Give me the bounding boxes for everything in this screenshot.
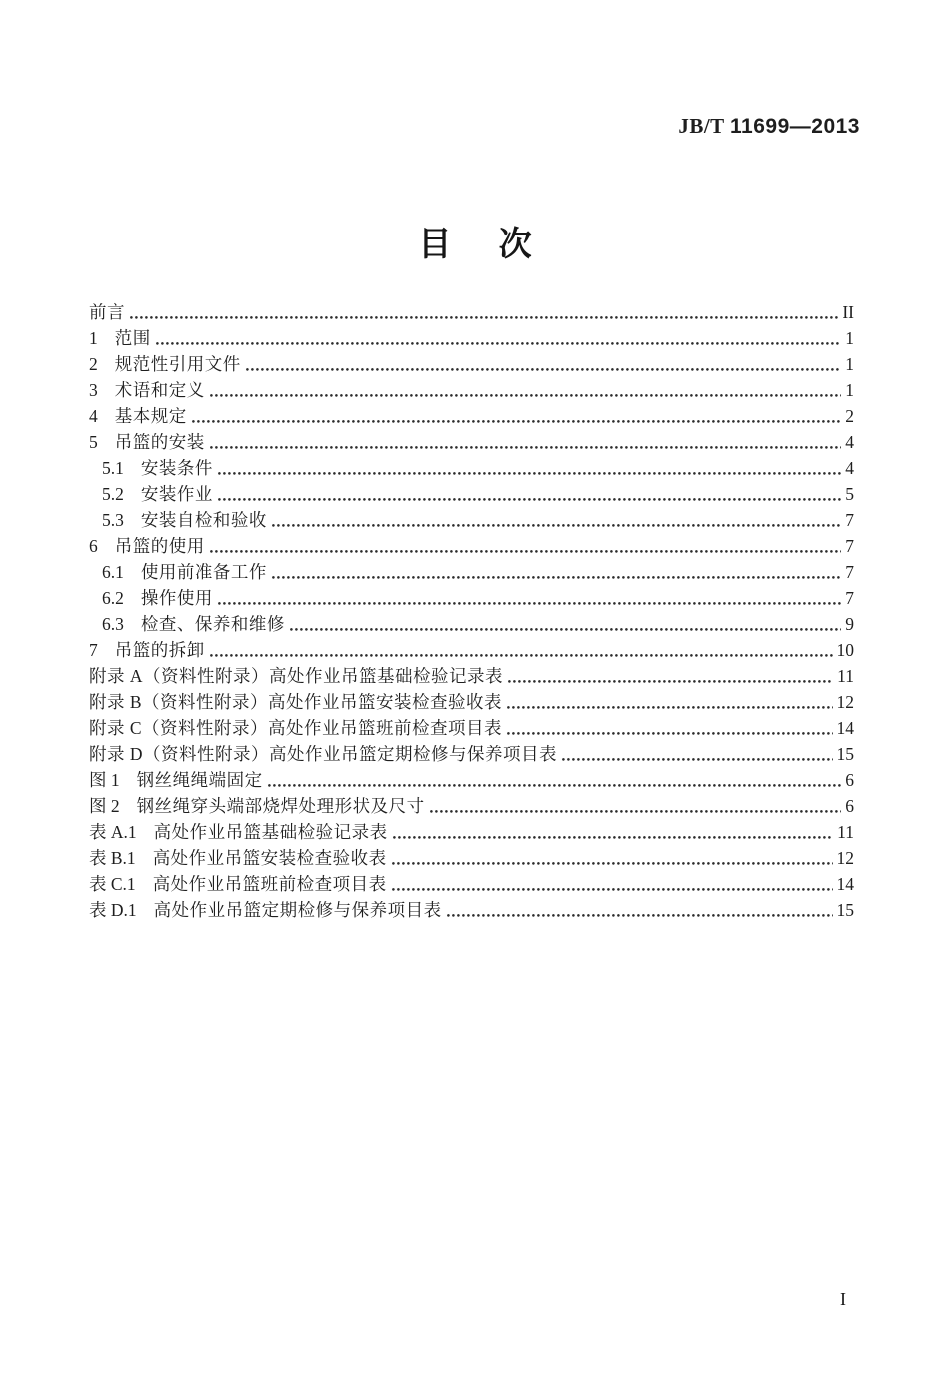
dot-leader [272, 524, 841, 527]
toc-entry [89, 325, 854, 351]
standard-code [678, 114, 860, 139]
toc-entry-title: 吊篮的安装 [114, 432, 205, 452]
toc-entry-title: 操作使用 [140, 588, 213, 608]
toc-entry-page-number: 15 [836, 744, 854, 764]
toc-entry-number: 5.2 [102, 484, 124, 504]
toc-entry-number: 6.3 [102, 614, 124, 634]
toc-entry-title: 检查、保养和维修 [140, 614, 285, 634]
toc-entry-number: 4 [89, 406, 98, 426]
dot-leader [210, 550, 842, 553]
dot-leader [392, 862, 833, 865]
dot-leader [156, 342, 842, 345]
toc-entry-number: 表 B.1 [89, 848, 136, 868]
toc-entry [89, 507, 854, 533]
toc-entry-title: 附录 B（资料性附录）高处作业吊篮安装检查验收表 [89, 692, 503, 712]
toc-entry-title: 高处作业吊篮定期检修与保养项目表 [153, 900, 442, 920]
toc-entry-title: 安装条件 [140, 458, 213, 478]
toc-entry-number: 3 [89, 380, 98, 400]
toc-entry [89, 455, 854, 481]
toc-entry-page-number: 12 [836, 692, 854, 712]
toc-entry [89, 819, 854, 845]
dot-leader [562, 758, 832, 761]
toc-entry-number: 5.1 [102, 458, 124, 478]
toc-entry-page-number: 11 [837, 666, 854, 686]
toc-entry [89, 481, 854, 507]
toc-entry-page-number: 7 [845, 588, 854, 608]
toc-entry-title: 附录 D（资料性附录）高处作业吊篮定期检修与保养项目表 [89, 744, 558, 764]
toc-entry [89, 871, 854, 897]
toc-entry [89, 715, 854, 741]
toc-entry-number: 6.2 [102, 588, 124, 608]
toc-entry-number: 表 A.1 [89, 822, 137, 842]
toc-entry-title: 吊篮的拆卸 [114, 640, 205, 660]
toc-entry-title: 吊篮的使用 [114, 536, 205, 556]
toc-entry-page-number: 10 [836, 640, 854, 660]
toc-entry-number: 5.3 [102, 510, 124, 530]
toc-entry-title: 钢丝绳绳端固定 [136, 770, 263, 790]
toc-entry-page-number: 7 [845, 536, 854, 556]
toc-entry [89, 689, 854, 715]
toc-entry-page-number: 6 [845, 770, 854, 790]
toc-entry-title: 规范性引用文件 [114, 354, 241, 374]
toc-entry-number: 5 [89, 432, 98, 452]
dot-leader [246, 368, 842, 371]
dot-leader [130, 316, 838, 319]
dot-leader [210, 394, 842, 397]
dot-leader [210, 654, 833, 657]
toc-entry-title: 安装自检和验收 [140, 510, 267, 530]
toc-entry-page-number: 7 [845, 510, 854, 530]
toc-entry-title: 高处作业吊篮基础检验记录表 [153, 822, 388, 842]
toc-entry [89, 845, 854, 871]
dot-leader [507, 706, 832, 709]
toc-entry-title: 高处作业吊篮班前检查项目表 [152, 874, 387, 894]
dot-leader [218, 472, 841, 475]
toc-entry [89, 793, 854, 819]
toc-entry-page-number: 4 [845, 432, 854, 452]
dot-leader [210, 446, 842, 449]
toc-entry [89, 299, 854, 325]
toc-entry [89, 533, 854, 559]
page-number: I [840, 1289, 846, 1309]
toc-entry-page-number: 14 [836, 718, 854, 738]
toc-entry [89, 637, 854, 663]
dot-leader [290, 628, 841, 631]
toc-entry [89, 741, 854, 767]
toc-entry-title: 钢丝绳穿头端部烧焊处理形状及尺寸 [136, 796, 425, 816]
toc-entry-number: 表 C.1 [89, 874, 136, 894]
toc-entry [89, 429, 854, 455]
standard-code-prefix: JB/T [678, 114, 725, 138]
dot-leader [272, 576, 841, 579]
toc-entry [89, 663, 854, 689]
dot-leader [393, 836, 834, 839]
toc-entry [89, 377, 854, 403]
toc-entry-title: 高处作业吊篮安装检查验收表 [152, 848, 387, 868]
toc-entry [89, 351, 854, 377]
toc-entry-page-number: 2 [845, 406, 854, 426]
toc-entry-page-number: 15 [836, 900, 854, 920]
toc-entry-page-number: 7 [845, 562, 854, 582]
toc-entry-number: 图 2 [89, 796, 120, 816]
dot-leader [430, 810, 842, 813]
toc-entry-page-number: 6 [845, 796, 854, 816]
toc-entry [89, 897, 854, 923]
toc-entry-title: 术语和定义 [114, 380, 205, 400]
dot-leader [507, 732, 832, 735]
toc-entry-title: 附录 A（资料性附录）高处作业吊篮基础检验记录表 [89, 666, 504, 686]
toc-entry-number: 7 [89, 640, 98, 660]
toc-entry [89, 403, 854, 429]
toc-entry-title: 附录 C（资料性附录）高处作业吊篮班前检查项目表 [89, 718, 503, 738]
toc-entry [89, 559, 854, 585]
toc-entry-number: 1 [89, 328, 98, 348]
toc-entry-number: 表 D.1 [89, 900, 137, 920]
toc-entry-page-number: 14 [836, 874, 854, 894]
toc-entry-title: 使用前准备工作 [140, 562, 267, 582]
toc-entry [89, 611, 854, 637]
toc-entry-number: 2 [89, 354, 98, 374]
dot-leader [268, 784, 842, 787]
toc-entry-number: 6.1 [102, 562, 124, 582]
dot-leader [392, 888, 833, 891]
toc-entry-title: 基本规定 [114, 406, 187, 426]
toc-entry-page-number: 4 [845, 458, 854, 478]
dot-leader [192, 420, 842, 423]
dot-leader [218, 498, 841, 501]
dot-leader [218, 602, 841, 605]
toc-entry-page-number: 11 [837, 822, 854, 842]
standard-code-number: 11699—2013 [730, 115, 860, 138]
toc-entry-page-number: 5 [845, 484, 854, 504]
toc-entry-page-number: 12 [836, 848, 854, 868]
toc-entry-page-number: II [842, 302, 854, 322]
toc-entry-title: 安装作业 [140, 484, 213, 504]
toc-entry-page-number: 1 [845, 380, 854, 400]
toc-entry [89, 767, 854, 793]
toc-entry-title: 范围 [114, 328, 151, 348]
toc-list [89, 299, 854, 923]
toc-heading: 目 次 [418, 225, 532, 262]
dot-leader [447, 914, 833, 917]
toc-entry-number: 图 1 [89, 770, 120, 790]
toc-entry-page-number: 1 [845, 354, 854, 374]
toc-entry-page-number: 9 [845, 614, 854, 634]
dot-leader [508, 680, 833, 683]
toc-entry-number: 6 [89, 536, 98, 556]
toc-entry-page-number: 1 [845, 328, 854, 348]
toc-entry-title: 前言 [89, 302, 125, 322]
toc-entry [89, 585, 854, 611]
